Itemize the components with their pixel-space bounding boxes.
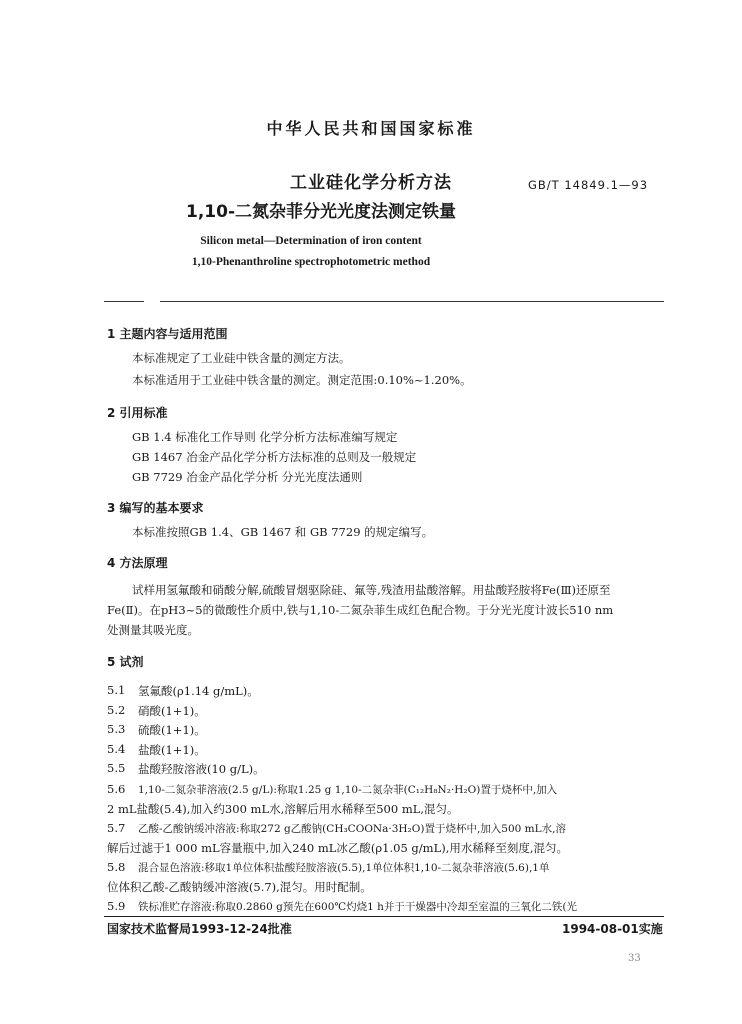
national-standard-label: 中华人民共和国国家标准	[266, 119, 476, 138]
section-4-line: Fe(Ⅱ)。在pH3~5的微酸性介质中,铁与1,10-二氮杂菲生成红色配合物。于分光光度计波长510 nm	[107, 603, 614, 617]
section-1-paragraph: 本标准规定了工业硅中铁含量的测定方法。	[132, 351, 351, 365]
reagent-text: 硝酸(1+1)。	[138, 704, 206, 718]
reagent-number: 5.5	[107, 761, 126, 775]
reference-item: GB 7729 冶金产品化学分析 分光光度法通则	[132, 470, 363, 484]
section-1-paragraph: 本标准适用于工业硅中铁含量的测定。测定范围:0.10%~1.20%。	[132, 373, 472, 387]
reagent-number: 5.8	[107, 860, 126, 874]
reagent-number: 5.2	[107, 703, 126, 717]
reagent-number: 5.6	[107, 782, 126, 796]
reagent-text-continued: 2 mL盐酸(5.4),加入约300 mL水,溶解后用水稀释至500 mL,混匀。	[107, 802, 459, 816]
reference-item: GB 1.4 标准化工作导则 化学分析方法标准编写规定	[132, 430, 398, 444]
reagent-number: 5.7	[107, 821, 126, 835]
standard-number: GB/T 14849.1—93	[528, 178, 649, 192]
approval-text: 国家技术监督局1993-12-24批准	[107, 922, 292, 936]
title-line-2: 1,10-二氮杂菲分光光度法测定铁量	[186, 202, 456, 222]
section-4-line: 处测量其吸光度。	[107, 623, 199, 637]
reagent-text-continued: 位体积乙酸-乙酸钠缓冲溶液(5.7),混匀。用时配制。	[107, 880, 372, 894]
section-5-heading: 5 试剂	[107, 655, 144, 669]
reagent-text: 盐酸(1+1)。	[138, 743, 206, 757]
implementation-date: 1994-08-01实施	[562, 922, 663, 936]
header-separator	[160, 301, 664, 302]
reagent-text: 1,10-二氮杂菲溶液(2.5 g/L):称取1.25 g 1,10-二氮杂菲(C₁₂H₈N₂·H₂O)置于烧杯中,加入	[138, 784, 558, 796]
reagent-text: 硫酸(1+1)。	[138, 723, 206, 737]
header-separator	[104, 301, 144, 302]
footer-rule	[104, 916, 664, 917]
section-4-line: 试样用氢氟酸和硝酸分解,硫酸冒烟驱除硅、氟等,残渣用盐酸溶解。用盐酸羟胺将Fe(Ⅲ)还原至	[132, 583, 611, 597]
reagent-text: 混合显色溶液:移取1单位体积盐酸羟胺溶液(5.5),1单位体积1,10-二氮杂菲溶液(5.6),1单	[138, 862, 550, 874]
reagent-text: 铁标准贮存溶液:称取0.2860 g预先在600℃灼烧1 h并于干燥器中冷却至室温的三氧化二铁(光	[138, 901, 577, 913]
title-line-1: 工业硅化学分析方法	[290, 173, 452, 193]
reagent-text-continued: 解后过滤于1 000 mL容量瓶中,加入240 mL冰乙酸(ρ1.05 g/mL),用水稀释至刻度,混匀。	[107, 841, 569, 855]
reagent-number: 5.1	[107, 683, 126, 697]
reagent-text: 氢氟酸(ρ1.14 g/mL)。	[138, 684, 259, 698]
reagent-number: 5.4	[107, 742, 126, 756]
reference-item: GB 1467 冶金产品化学分析方法标准的总则及一般规定	[132, 450, 417, 464]
reagent-text: 盐酸羟胺溶液(10 g/L)。	[138, 762, 265, 776]
page-number: 33	[628, 953, 641, 964]
english-title-line-2: 1,10-Phenanthroline spectrophotometric method	[191, 256, 431, 268]
section-4-heading: 4 方法原理	[107, 556, 168, 570]
reagent-number: 5.9	[107, 899, 126, 913]
english-title-line-1: Silicon metal—Determination of iron content	[200, 235, 422, 247]
section-2-heading: 2 引用标准	[107, 406, 168, 420]
reagent-number: 5.3	[107, 722, 126, 736]
section-3-paragraph: 本标准按照GB 1.4、GB 1467 和 GB 7729 的规定编写。	[132, 525, 434, 539]
section-1-heading: 1 主题内容与适用范围	[107, 327, 228, 341]
reagent-text: 乙酸-乙酸钠缓冲溶液:称取272 g乙酸钠(CH₃COONa·3H₂O)置于烧杯中,加入500 mL水,溶	[138, 823, 566, 835]
section-3-heading: 3 编写的基本要求	[107, 501, 204, 515]
